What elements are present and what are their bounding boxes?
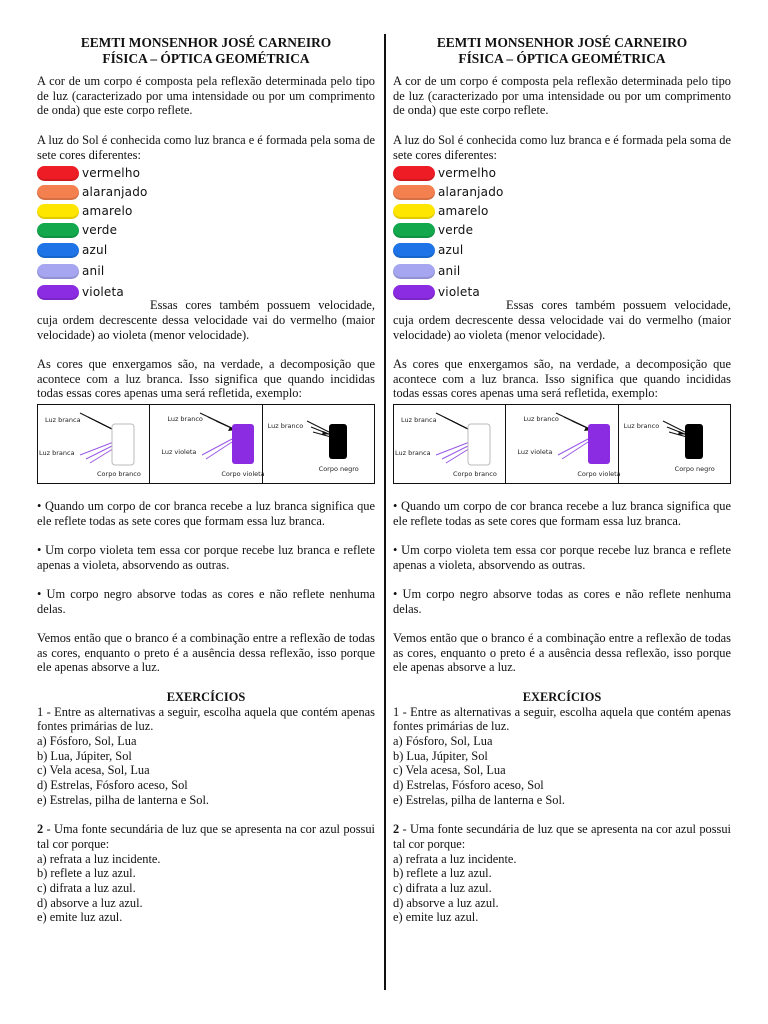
color-swatch: [37, 223, 79, 238]
body-label: Corpo violeta: [577, 470, 621, 479]
color-label: alaranjado: [82, 185, 148, 200]
question-2: [37, 822, 375, 851]
color-list: [393, 165, 731, 298]
sunlight-paragraph: A luz do Sol é conhecida como luz branca e é formada pela soma de sete cores diferentes:: [393, 132, 731, 162]
color-list: [37, 165, 375, 298]
ray-label: Luz violeta: [161, 448, 197, 457]
sunlight-paragraph: A luz do Sol é conhecida como luz branca e é formada pela soma de sete cores diferentes:: [37, 132, 375, 162]
intro-paragraph: A cor de um corpo é composta pela reflexão determinada pelo tipo de luz (caracterizado por uma intensidade ou por um comprimento de onda) que este corpo reflete.: [37, 74, 375, 118]
color-swatch: [393, 264, 435, 279]
school-name: EEMTI MONSENHOR JOSÉ CARNEIRO: [436, 35, 688, 50]
color-label: azul: [438, 243, 464, 258]
color-label: amarelo: [82, 204, 133, 219]
color-label: azul: [82, 243, 108, 258]
question-1-options: [393, 734, 731, 808]
option: b) Lua, Júpiter, Sol: [393, 748, 488, 763]
panel-white-body: [394, 405, 506, 483]
ray-label: Luz branca: [395, 449, 431, 458]
question-1-options: [37, 734, 375, 808]
speed-paragraph: Essas cores também possuem velocidade, cuja ordem decrescente dessa velocidade vai do vermelho (maior velocidade) ao violeta (menor velocidade).: [393, 298, 731, 342]
option: e) emite luz azul.: [37, 910, 123, 925]
color-swatch: [393, 166, 435, 181]
color-swatch: [37, 285, 79, 300]
question-number: 2: [393, 822, 400, 837]
color-item: [393, 165, 496, 182]
panel-white-body: [38, 405, 150, 483]
bullet-violet: • Um corpo violeta tem essa cor porque recebe luz branca e reflete apenas a violeta, absorvendo as outras.: [37, 542, 375, 572]
option: d) absorve a luz azul.: [37, 895, 143, 910]
question-2-options: [37, 852, 375, 926]
page-header: [37, 35, 375, 67]
school-name: EEMTI MONSENHOR JOSÉ CARNEIRO: [80, 35, 332, 50]
option: e) Estrelas, pilha de lanterna e Sol.: [393, 792, 566, 807]
color-label: violeta: [82, 285, 124, 300]
option: e) Estrelas, pilha de lanterna e Sol.: [37, 792, 210, 807]
option: b) Lua, Júpiter, Sol: [37, 748, 132, 763]
question-1: 1 - Entre as alternativas a seguir, escolha aquela que contém apenas fontes primárias de luz.: [393, 704, 731, 734]
exercises-title: EXERCÍCIOS: [166, 689, 246, 704]
body-label: Corpo branco: [453, 470, 497, 479]
color-swatch: [37, 204, 79, 219]
option: d) Estrelas, Fósforo aceso, Sol: [393, 778, 544, 793]
question-text: - Uma fonte secundária de luz que se apresenta na cor azul possui tal cor porque:: [37, 822, 375, 851]
ray-label: Luz branco: [523, 415, 559, 424]
option: c) Vela acesa, Sol, Lua: [37, 763, 150, 778]
body-label: Corpo negro: [674, 465, 715, 474]
intro-paragraph: A cor de um corpo é composta pela reflexão determinada pelo tipo de luz (caracterizado por uma intensidade ou por um comprimento de onda) que este corpo reflete.: [393, 74, 731, 118]
color-label: alaranjado: [438, 185, 504, 200]
exercises-title: EXERCÍCIOS: [522, 689, 602, 704]
color-swatch: [37, 264, 79, 279]
panel-black-body: [619, 405, 730, 483]
subject-title: FÍSICA – ÓPTICA GEOMÉTRICA: [102, 51, 310, 66]
question-number: 2: [37, 822, 44, 837]
speed-paragraph: Essas cores também possuem velocidade, cuja ordem decrescente dessa velocidade vai do vermelho (maior velocidade) ao violeta (menor velocidade).: [37, 298, 375, 342]
ray-label: Luz violeta: [517, 448, 553, 457]
color-label: vermelho: [438, 166, 497, 181]
option: d) Estrelas, Fósforo aceso, Sol: [37, 778, 188, 793]
question-2-options: [393, 852, 731, 926]
color-label: violeta: [438, 285, 480, 300]
ray-label: Luz branco: [623, 422, 660, 431]
color-swatch: [393, 285, 435, 300]
color-label: anil: [82, 264, 105, 279]
page-header: [393, 35, 731, 67]
right-column: [393, 34, 731, 925]
reflection-diagram: [393, 404, 731, 484]
option: d) absorve a luz azul.: [393, 895, 499, 910]
color-label: anil: [438, 264, 461, 279]
ray-label: Luz branco: [167, 415, 203, 424]
option: c) difrata a luz azul.: [393, 881, 492, 895]
decomposition-paragraph: As cores que enxergamos são, na verdade, a decomposição que acontece com a luz branca. Isso significa que quando incididas todas essas cores apenas uma será refletida, exemplo:: [393, 357, 731, 401]
ray-label: Luz branca: [401, 416, 437, 425]
panel-violet-body: [506, 405, 621, 483]
option: c) difrata a luz azul.: [37, 881, 136, 895]
color-item: [37, 242, 107, 259]
color-item: [393, 242, 463, 259]
option: a) refrata a luz incidente.: [393, 851, 517, 866]
option: e) emite luz azul.: [393, 910, 479, 925]
conclusion-paragraph: Vemos então que o branco é a combinação entre a reflexão de todas as cores, enquanto o preto é a ausência dessa reflexão, isso porque ele apenas absorve a luz.: [37, 631, 375, 675]
color-item: [393, 284, 480, 301]
color-swatch: [393, 204, 435, 219]
body-label: Corpo branco: [97, 470, 141, 479]
color-item: [393, 222, 473, 239]
bullet-white: • Quando um corpo de cor branca recebe a luz branca significa que ele reflete todas as sete cores que formam essa luz branca.: [37, 498, 375, 528]
body-label: Corpo negro: [318, 465, 359, 474]
ray-label: Luz branca: [39, 449, 75, 458]
color-swatch: [37, 166, 79, 181]
bullet-white: • Quando um corpo de cor branca recebe a luz branca significa que ele reflete todas as sete cores que formam essa luz branca.: [393, 498, 731, 528]
color-label: amarelo: [438, 204, 489, 219]
color-item: [393, 184, 504, 201]
color-swatch: [393, 185, 435, 200]
option: c) Vela acesa, Sol, Lua: [393, 763, 506, 778]
question-2: [393, 822, 731, 851]
panel-black-body: [263, 405, 374, 483]
ray-label: Luz branca: [45, 416, 81, 425]
color-item: [393, 263, 460, 280]
body-label: Corpo violeta: [221, 470, 265, 479]
color-item: [37, 203, 133, 220]
color-label: vermelho: [82, 166, 141, 181]
option: b) reflete a luz azul.: [393, 866, 492, 881]
conclusion-paragraph: Vemos então que o branco é a combinação entre a reflexão de todas as cores, enquanto o preto é a ausência dessa reflexão, isso porque ele apenas absorve a luz.: [393, 631, 731, 675]
color-swatch: [37, 243, 79, 258]
column-divider: [384, 34, 386, 990]
option: a) refrata a luz incidente.: [37, 851, 161, 866]
color-swatch: [393, 243, 435, 258]
color-item: [37, 184, 148, 201]
option: a) Fósforo, Sol, Lua: [37, 733, 137, 748]
panel-violet-body: [150, 405, 265, 483]
decomposition-paragraph: As cores que enxergamos são, na verdade, a decomposição que acontece com a luz branca. Isso significa que quando incididas todas essas cores apenas uma será refletida, exemplo:: [37, 357, 375, 401]
left-column: [37, 34, 375, 925]
bullet-black: • Um corpo negro absorve todas as cores e não reflete nenhuma delas.: [393, 586, 731, 616]
color-swatch: [393, 223, 435, 238]
option: a) Fósforo, Sol, Lua: [393, 733, 493, 748]
color-label: verde: [82, 223, 118, 238]
question-text: - Uma fonte secundária de luz que se apresenta na cor azul possui tal cor porque:: [393, 822, 731, 851]
color-item: [37, 222, 117, 239]
color-swatch: [37, 185, 79, 200]
color-item: [37, 165, 140, 182]
color-item: [37, 263, 104, 280]
bullet-black: • Um corpo negro absorve todas as cores e não reflete nenhuma delas.: [37, 586, 375, 616]
color-item: [393, 203, 489, 220]
reflection-diagram: [37, 404, 375, 484]
bullet-violet: • Um corpo violeta tem essa cor porque recebe luz branca e reflete apenas a violeta, absorvendo as outras.: [393, 542, 731, 572]
color-item: [37, 284, 124, 301]
question-1: 1 - Entre as alternativas a seguir, escolha aquela que contém apenas fontes primárias de luz.: [37, 704, 375, 734]
subject-title: FÍSICA – ÓPTICA GEOMÉTRICA: [458, 51, 666, 66]
option: b) reflete a luz azul.: [37, 866, 136, 881]
ray-label: Luz branco: [267, 422, 304, 431]
color-label: verde: [438, 223, 474, 238]
